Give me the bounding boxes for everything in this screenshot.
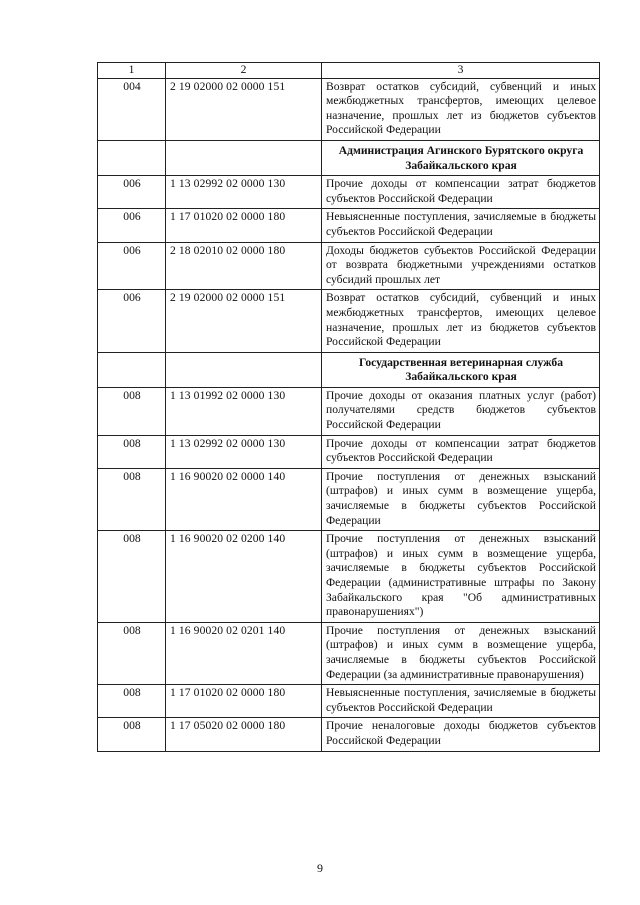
revenue-code-cell: 1 13 01992 02 0000 130 [166,387,322,435]
table-row [98,435,600,468]
table-row [98,531,600,623]
table-row [98,78,600,140]
description-cell: Прочие поступления от денежных взысканий (штрафов) и иных сумм в возмещение ущерба, зачисляемые в бюджеты субъектов Российской Федерации (административные штрафы по Закону Забайкальского края "Об административных правонарушениях") [322,531,600,623]
section-row [98,140,600,175]
table-row [98,209,600,242]
table-row [98,685,600,718]
table-row [98,290,600,352]
column-header: 3 [322,63,600,79]
admin-code-cell: 006 [98,176,166,209]
admin-code-cell: 006 [98,209,166,242]
table-row [98,242,600,290]
table-row [98,468,600,530]
section-title: Администрация Агинского Бурятского округа Забайкальского края [322,140,600,175]
section-row [98,352,600,387]
revenue-code-cell: 1 16 90020 02 0000 140 [166,468,322,530]
revenue-code-cell: 1 13 02992 02 0000 130 [166,435,322,468]
revenue-code-cell: 1 13 02992 02 0000 130 [166,176,322,209]
admin-code-cell: 008 [98,622,166,684]
table-header-row [98,63,600,79]
revenue-code-cell: 1 17 05020 02 0000 180 [166,718,322,751]
admin-code-cell: 008 [98,435,166,468]
table-row [98,718,600,751]
description-cell: Возврат остатков субсидий, субвенций и иных межбюджетных трансфертов, имеющих целевое назначение, прошлых лет из бюджетов субъектов Российской Федерации [322,290,600,352]
revenue-code-cell: 1 17 01020 02 0000 180 [166,685,322,718]
admin-code-cell: 008 [98,531,166,623]
empty-cell [166,140,322,175]
page-number: 9 [317,861,323,875]
revenue-codes-table [97,62,600,752]
table-body [98,63,600,752]
description-cell: Невыясненные поступления, зачисляемые в бюджеты субъектов Российской Федерации [322,209,600,242]
column-header: 2 [166,63,322,79]
table-row [98,622,600,684]
admin-code-cell: 006 [98,242,166,290]
admin-code-cell: 008 [98,468,166,530]
empty-cell [98,352,166,387]
section-title: Государственная ветеринарная служба Забайкальского края [322,352,600,387]
revenue-code-cell: 1 17 01020 02 0000 180 [166,209,322,242]
description-cell: Прочие поступления от денежных взысканий (штрафов) и иных сумм в возмещение ущерба, зачисляемые в бюджеты субъектов Российской Федерации (за административные правонарушения) [322,622,600,684]
column-header: 1 [98,63,166,79]
revenue-code-cell: 2 19 02000 02 0000 151 [166,290,322,352]
revenue-code-cell: 2 18 02010 02 0000 180 [166,242,322,290]
empty-cell [98,140,166,175]
description-cell: Невыясненные поступления, зачисляемые в бюджеты субъектов Российской Федерации [322,685,600,718]
empty-cell [166,352,322,387]
admin-code-cell: 006 [98,290,166,352]
description-cell: Возврат остатков субсидий, субвенций и иных межбюджетных трансфертов, имеющих целевое назначение, прошлых лет из бюджетов субъектов Российской Федерации [322,78,600,140]
description-cell: Прочие доходы от оказания платных услуг (работ) получателями средств бюджетов субъектов Российской Федерации [322,387,600,435]
description-cell: Прочие доходы от компенсации затрат бюджетов субъектов Российской Федерации [322,435,600,468]
admin-code-cell: 008 [98,685,166,718]
admin-code-cell: 008 [98,387,166,435]
table-row [98,387,600,435]
revenue-code-cell: 1 16 90020 02 0200 140 [166,531,322,623]
admin-code-cell: 004 [98,78,166,140]
description-cell: Доходы бюджетов субъектов Российской Федерации от возврата бюджетными учреждениями остатков субсидий прошлых лет [322,242,600,290]
admin-code-cell: 008 [98,718,166,751]
revenue-code-cell: 2 19 02000 02 0000 151 [166,78,322,140]
description-cell: Прочие неналоговые доходы бюджетов субъектов Российской Федерации [322,718,600,751]
description-cell: Прочие поступления от денежных взысканий (штрафов) и иных сумм в возмещение ущерба, зачисляемые в бюджеты субъектов Российской Федерации [322,468,600,530]
revenue-code-cell: 1 16 90020 02 0201 140 [166,622,322,684]
table-row [98,176,600,209]
description-cell: Прочие доходы от компенсации затрат бюджетов субъектов Российской Федерации [322,176,600,209]
